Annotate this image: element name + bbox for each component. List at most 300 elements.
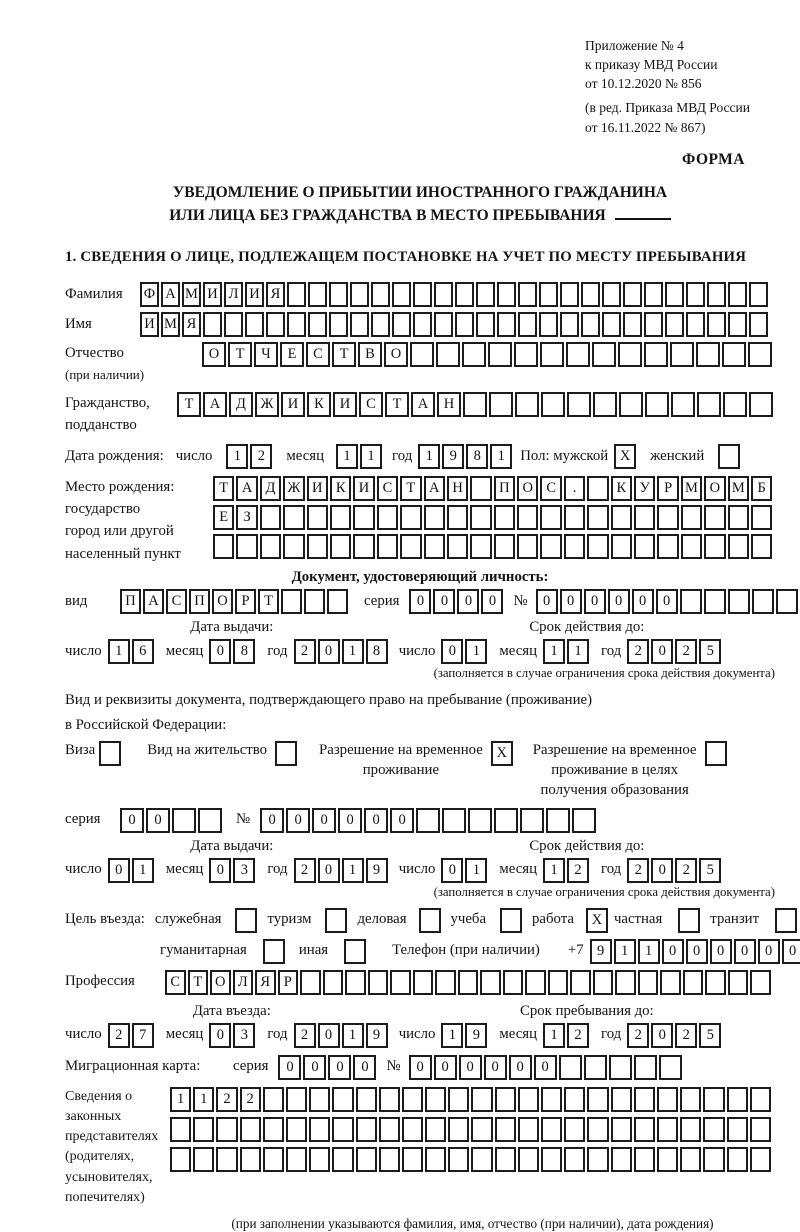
checkbox-purpose-other[interactable] [344,939,366,964]
char-box[interactable] [448,1147,469,1172]
char-box[interactable] [240,1147,261,1172]
char-box[interactable]: Л [233,970,254,995]
char-box[interactable]: К [611,476,632,501]
char-box[interactable]: 0 [318,639,340,664]
char-box[interactable] [707,282,726,307]
char-box[interactable]: 1 [567,639,589,664]
char-box[interactable] [680,1147,701,1172]
char-box[interactable] [618,342,642,367]
char-box[interactable]: 2 [627,858,649,883]
char-box[interactable]: 0 [318,1023,340,1048]
char-box[interactable] [638,970,659,995]
char-box[interactable]: 1 [193,1087,214,1112]
char-box[interactable] [539,282,558,307]
char-box[interactable] [327,589,348,614]
char-box[interactable] [749,392,773,417]
char-box[interactable] [644,282,663,307]
char-box[interactable]: 1 [465,639,487,664]
char-box[interactable]: И [333,392,357,417]
char-box[interactable]: О [704,476,725,501]
checkbox-purpose-work[interactable]: X [586,908,608,933]
char-box[interactable] [377,534,398,559]
char-box[interactable] [518,1147,539,1172]
char-box[interactable]: П [494,476,515,501]
char-box[interactable]: 0 [303,1055,326,1080]
char-box[interactable] [350,282,369,307]
char-box[interactable]: Л [224,282,243,307]
char-box[interactable] [170,1117,191,1142]
char-box[interactable] [518,1087,539,1112]
checkbox-temp-permit-edu[interactable] [705,741,727,766]
char-box[interactable]: Т [332,342,356,367]
char-box[interactable] [424,534,445,559]
char-box[interactable]: 0 [278,1055,301,1080]
char-box[interactable]: Ф [140,282,159,307]
char-box[interactable]: Т [177,392,201,417]
char-box[interactable] [750,1117,771,1142]
char-box[interactable]: 0 [318,858,340,883]
char-box[interactable]: 0 [120,808,144,833]
char-box[interactable]: Р [278,970,299,995]
char-box[interactable]: А [143,589,164,614]
char-box[interactable] [448,1117,469,1142]
char-box[interactable] [447,534,468,559]
char-box[interactable] [540,534,561,559]
char-box[interactable]: С [165,970,186,995]
char-box[interactable]: Т [400,476,421,501]
char-box[interactable] [665,282,684,307]
char-box[interactable] [593,392,617,417]
char-box[interactable] [749,282,768,307]
char-box[interactable]: 0 [656,589,678,614]
char-box[interactable] [379,1147,400,1172]
char-box[interactable] [332,1087,353,1112]
char-box[interactable] [752,589,774,614]
char-box[interactable] [749,312,768,337]
char-box[interactable] [660,970,681,995]
char-box[interactable] [704,534,725,559]
char-box[interactable] [309,1087,330,1112]
char-box[interactable] [634,1147,655,1172]
char-box[interactable] [300,970,321,995]
char-box[interactable]: 1 [543,1023,565,1048]
char-box[interactable] [623,282,642,307]
char-box[interactable]: . [564,476,585,501]
char-box[interactable] [287,282,306,307]
checkbox-visa[interactable] [99,741,121,766]
char-box[interactable] [611,505,632,530]
checkbox-purpose-tourism[interactable] [325,908,347,933]
char-box[interactable]: 0 [632,589,654,614]
char-box[interactable]: С [166,589,187,614]
char-box[interactable] [494,505,515,530]
char-box[interactable]: 0 [108,858,130,883]
char-box[interactable] [518,312,537,337]
char-box[interactable]: 1 [441,1023,463,1048]
char-box[interactable]: 2 [240,1087,261,1112]
char-box[interactable] [330,534,351,559]
char-box[interactable]: 2 [250,444,272,469]
char-box[interactable] [609,1055,632,1080]
char-box[interactable] [413,282,432,307]
char-box[interactable] [680,1117,701,1142]
char-box[interactable] [564,534,585,559]
char-box[interactable] [470,505,491,530]
char-box[interactable]: 0 [434,1055,457,1080]
char-box[interactable] [356,1147,377,1172]
char-box[interactable] [488,342,512,367]
char-box[interactable]: М [161,312,180,337]
char-box[interactable] [307,505,328,530]
char-box[interactable]: 0 [433,589,455,614]
char-box[interactable] [216,1117,237,1142]
char-box[interactable]: 5 [699,639,721,664]
char-box[interactable] [619,392,643,417]
char-box[interactable]: 3 [233,858,255,883]
char-box[interactable]: 2 [294,1023,316,1048]
char-box[interactable] [564,1147,585,1172]
char-box[interactable] [634,1117,655,1142]
char-box[interactable] [705,970,726,995]
char-box[interactable]: 0 [390,808,414,833]
char-box[interactable]: 0 [286,808,310,833]
char-box[interactable] [548,970,569,995]
char-box[interactable]: В [358,342,382,367]
char-box[interactable]: 1 [543,639,565,664]
char-box[interactable] [686,282,705,307]
char-box[interactable] [442,808,466,833]
char-box[interactable] [546,808,570,833]
char-box[interactable] [236,534,257,559]
char-box[interactable] [776,589,798,614]
char-box[interactable] [657,1117,678,1142]
char-box[interactable] [680,589,702,614]
char-box[interactable]: О [202,342,226,367]
char-box[interactable]: Д [229,392,253,417]
char-box[interactable]: З [236,505,257,530]
char-box[interactable] [728,312,747,337]
char-box[interactable]: И [140,312,159,337]
char-box[interactable] [559,1055,582,1080]
char-box[interactable] [371,282,390,307]
char-box[interactable]: 8 [466,444,488,469]
char-box[interactable]: К [307,392,331,417]
char-box[interactable]: О [517,476,538,501]
char-box[interactable]: 2 [108,1023,130,1048]
char-box[interactable]: 1 [418,444,440,469]
char-box[interactable]: 2 [675,1023,697,1048]
char-box[interactable] [470,534,491,559]
char-box[interactable] [703,1147,724,1172]
char-box[interactable] [213,534,234,559]
checkbox-purpose-humanitarian[interactable] [263,939,285,964]
char-box[interactable]: 0 [481,589,503,614]
char-box[interactable] [476,282,495,307]
char-box[interactable] [283,505,304,530]
char-box[interactable]: 1 [336,444,358,469]
char-box[interactable]: О [212,589,233,614]
char-box[interactable]: 1 [490,444,512,469]
char-box[interactable]: 9 [366,1023,388,1048]
char-box[interactable] [425,1117,446,1142]
char-box[interactable] [703,1117,724,1142]
char-box[interactable] [410,342,434,367]
char-box[interactable] [224,312,243,337]
char-box[interactable] [471,1087,492,1112]
char-box[interactable]: М [182,282,201,307]
char-box[interactable] [309,1147,330,1172]
char-box[interactable]: 0 [734,939,756,964]
char-box[interactable] [245,312,264,337]
char-box[interactable] [263,1117,284,1142]
char-box[interactable] [587,476,608,501]
char-box[interactable]: 0 [536,589,558,614]
char-box[interactable] [266,312,285,337]
char-box[interactable]: 6 [132,639,154,664]
char-box[interactable] [392,282,411,307]
char-box[interactable]: 0 [260,808,284,833]
checkbox-purpose-official[interactable] [235,908,257,933]
char-box[interactable]: 1 [465,858,487,883]
char-box[interactable] [436,342,460,367]
char-box[interactable]: 0 [651,1023,673,1048]
char-box[interactable] [332,1117,353,1142]
char-box[interactable]: 0 [364,808,388,833]
char-box[interactable] [308,282,327,307]
char-box[interactable]: 0 [338,808,362,833]
char-box[interactable]: Т [258,589,279,614]
char-box[interactable]: 8 [233,639,255,664]
char-box[interactable]: И [307,476,328,501]
char-box[interactable] [497,282,516,307]
char-box[interactable]: Д [260,476,281,501]
char-box[interactable] [448,1087,469,1112]
char-box[interactable]: 1 [342,639,364,664]
char-box[interactable] [680,1087,701,1112]
char-box[interactable] [281,589,302,614]
char-box[interactable] [170,1147,191,1172]
char-box[interactable]: 9 [590,939,612,964]
char-box[interactable]: С [306,342,330,367]
char-box[interactable]: 0 [353,1055,376,1080]
char-box[interactable]: 0 [441,858,463,883]
char-box[interactable]: Т [213,476,234,501]
char-box[interactable] [587,505,608,530]
char-box[interactable] [611,534,632,559]
char-box[interactable]: А [424,476,445,501]
char-box[interactable] [400,505,421,530]
checkbox-purpose-private[interactable] [678,908,700,933]
char-box[interactable] [728,282,747,307]
checkbox-purpose-business[interactable] [419,908,441,933]
char-box[interactable] [489,392,513,417]
char-box[interactable] [722,342,746,367]
char-box[interactable]: Т [228,342,252,367]
char-box[interactable] [728,534,749,559]
char-box[interactable] [592,342,616,367]
char-box[interactable] [494,808,518,833]
char-box[interactable] [424,505,445,530]
char-box[interactable]: И [245,282,264,307]
char-box[interactable] [240,1117,261,1142]
char-box[interactable]: 0 [209,639,231,664]
char-box[interactable]: 0 [328,1055,351,1080]
char-box[interactable] [495,1117,516,1142]
char-box[interactable]: Р [657,476,678,501]
char-box[interactable] [495,1147,516,1172]
char-box[interactable] [623,312,642,337]
char-box[interactable] [560,282,579,307]
char-box[interactable] [260,505,281,530]
char-box[interactable]: Е [213,505,234,530]
char-box[interactable] [286,1087,307,1112]
char-box[interactable] [657,1147,678,1172]
char-box[interactable]: 0 [651,858,673,883]
char-box[interactable] [345,970,366,995]
char-box[interactable]: И [353,476,374,501]
char-box[interactable] [263,1147,284,1172]
char-box[interactable] [329,282,348,307]
char-box[interactable]: 0 [758,939,780,964]
char-box[interactable]: Ж [283,476,304,501]
char-box[interactable]: 2 [567,858,589,883]
char-box[interactable] [455,312,474,337]
char-box[interactable] [751,505,772,530]
char-box[interactable] [587,1147,608,1172]
char-box[interactable] [518,282,537,307]
char-box[interactable] [751,534,772,559]
char-box[interactable]: М [681,476,702,501]
char-box[interactable]: 2 [627,639,649,664]
char-box[interactable]: 0 [312,808,336,833]
char-box[interactable]: 0 [608,589,630,614]
char-box[interactable] [611,1087,632,1112]
char-box[interactable] [634,534,655,559]
char-box[interactable] [686,312,705,337]
char-box[interactable] [587,1117,608,1142]
char-box[interactable]: 0 [484,1055,507,1080]
char-box[interactable]: 0 [509,1055,532,1080]
char-box[interactable] [402,1147,423,1172]
char-box[interactable] [263,1087,284,1112]
char-box[interactable] [727,1087,748,1112]
char-box[interactable]: Ж [255,392,279,417]
char-box[interactable] [681,534,702,559]
char-box[interactable]: 1 [226,444,248,469]
char-box[interactable] [587,1087,608,1112]
char-box[interactable] [723,392,747,417]
char-box[interactable]: 1 [108,639,130,664]
char-box[interactable]: Я [182,312,201,337]
char-box[interactable] [518,1117,539,1142]
char-box[interactable] [330,505,351,530]
char-box[interactable] [286,1117,307,1142]
char-box[interactable] [567,392,591,417]
char-box[interactable] [463,392,487,417]
char-box[interactable] [564,1117,585,1142]
char-box[interactable] [413,312,432,337]
char-box[interactable]: Ч [254,342,278,367]
char-box[interactable] [587,534,608,559]
char-box[interactable]: 2 [675,639,697,664]
checkbox-sex-male[interactable]: X [614,444,636,469]
char-box[interactable] [728,505,749,530]
char-box[interactable]: 0 [409,1055,432,1080]
char-box[interactable] [671,392,695,417]
char-box[interactable] [602,282,621,307]
char-box[interactable]: С [540,476,561,501]
char-box[interactable]: П [120,589,141,614]
checkbox-temp-permit[interactable]: X [491,741,513,766]
char-box[interactable]: 0 [441,639,463,664]
char-box[interactable]: 0 [782,939,800,964]
char-box[interactable]: 3 [233,1023,255,1048]
char-box[interactable]: 5 [699,1023,721,1048]
char-box[interactable]: 8 [366,639,388,664]
char-box[interactable] [539,312,558,337]
char-box[interactable]: 0 [584,589,606,614]
char-box[interactable] [495,1087,516,1112]
char-box[interactable] [560,312,579,337]
char-box[interactable] [260,534,281,559]
char-box[interactable]: Б [751,476,772,501]
char-box[interactable]: 0 [651,639,673,664]
char-box[interactable] [697,392,721,417]
char-box[interactable] [425,1147,446,1172]
char-box[interactable] [379,1087,400,1112]
char-box[interactable]: К [330,476,351,501]
char-box[interactable] [287,312,306,337]
char-box[interactable] [198,808,222,833]
char-box[interactable] [308,312,327,337]
char-box[interactable] [515,392,539,417]
char-box[interactable] [564,1087,585,1112]
char-box[interactable] [283,534,304,559]
char-box[interactable] [503,970,524,995]
char-box[interactable] [356,1117,377,1142]
char-box[interactable]: 1 [614,939,636,964]
char-box[interactable]: М [728,476,749,501]
char-box[interactable] [494,534,515,559]
char-box[interactable] [727,1147,748,1172]
char-box[interactable] [402,1117,423,1142]
char-box[interactable] [520,808,544,833]
char-box[interactable] [350,312,369,337]
char-box[interactable] [434,312,453,337]
char-box[interactable] [750,1147,771,1172]
char-box[interactable]: У [634,476,655,501]
char-box[interactable] [657,534,678,559]
char-box[interactable] [455,282,474,307]
char-box[interactable] [172,808,196,833]
char-box[interactable]: И [281,392,305,417]
char-box[interactable] [602,312,621,337]
char-box[interactable] [581,312,600,337]
char-box[interactable] [670,342,694,367]
char-box[interactable]: 1 [360,444,382,469]
char-box[interactable]: 1 [342,858,364,883]
char-box[interactable] [727,1117,748,1142]
char-box[interactable]: Р [235,589,256,614]
char-box[interactable] [540,342,564,367]
char-box[interactable] [329,312,348,337]
char-box[interactable] [593,970,614,995]
char-box[interactable] [368,970,389,995]
char-box[interactable] [356,1087,377,1112]
char-box[interactable]: 0 [534,1055,557,1080]
char-box[interactable] [644,342,668,367]
char-box[interactable] [468,808,492,833]
